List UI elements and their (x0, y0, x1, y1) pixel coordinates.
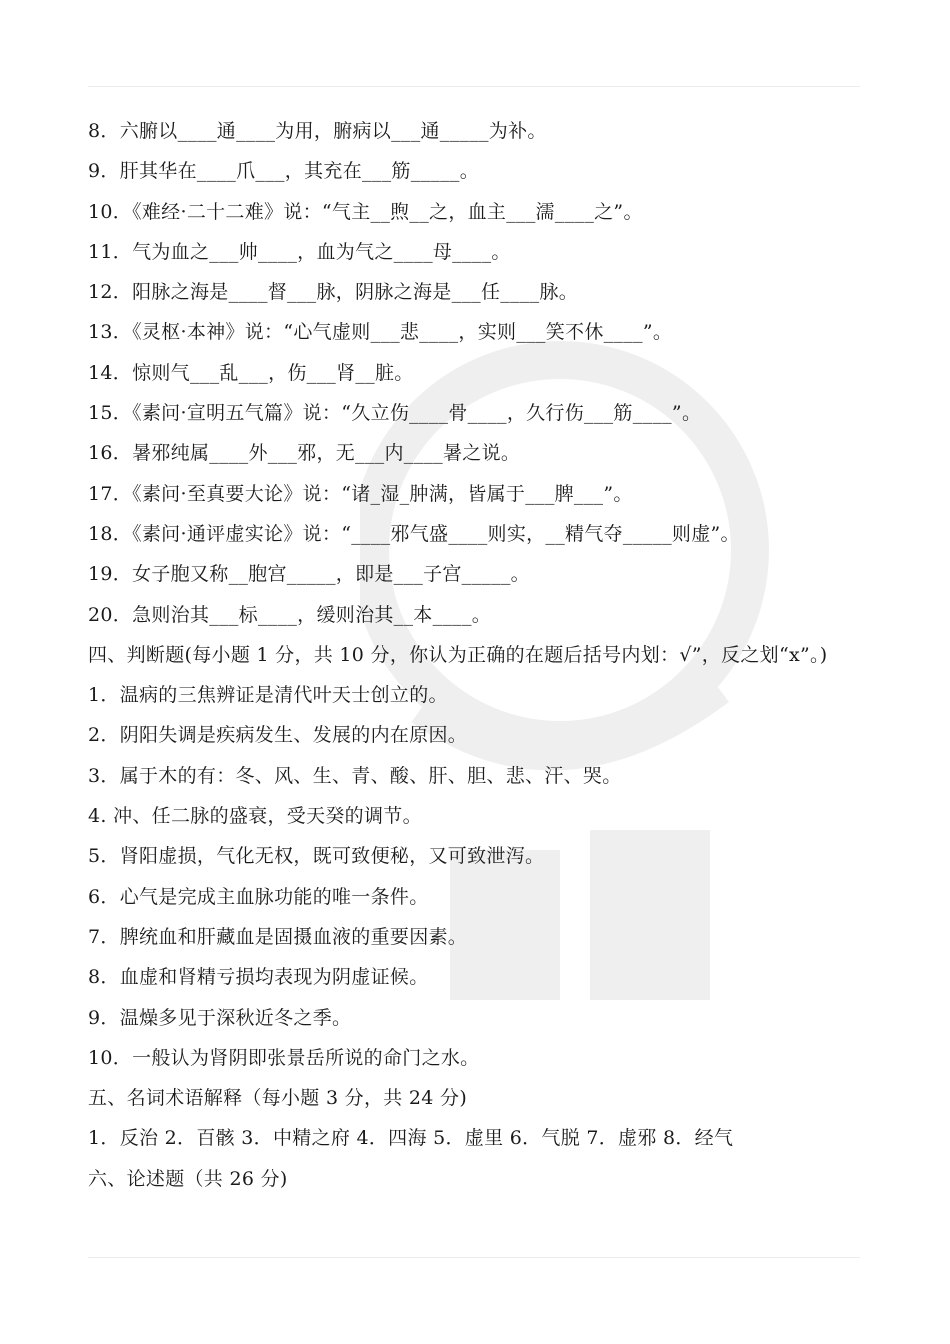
fill-blank-q20: 20．急则治其___标____，缓则治其__本____。 (88, 603, 492, 626)
header-rule (88, 86, 860, 87)
fill-blank-q15: 15．《素问·宣明五气篇》说：“久立伤____骨____，久行伤___筋____”。 (88, 402, 702, 425)
fill-blank-q14: 14．惊则气___乱___，伤___肾__脏。 (88, 361, 414, 384)
fill-blank-q19: 19．女子胞又称__胞宫_____，即是___子宫_____。 (88, 563, 530, 586)
fill-blank-q17: 17．《素问·至真要大论》说：“诸_湿_肿满，皆属于___脾___”。 (88, 482, 633, 505)
true-false-q10: 10．一般认为肾阴即张景岳所说的命门之水。 (88, 1046, 480, 1069)
section-heading-true-false: 四、判断题(每小题 1 分，共 10 分，你认为正确的在题后括号内划：√”，反之划“x”。) (88, 643, 828, 666)
true-false-q5: 5．肾阳虚损，气化无权，既可致便秘，又可致泄泻。 (88, 845, 545, 868)
fill-blank-q16: 16．暑邪纯属____外___邪，无___内____暑之说。 (88, 442, 521, 465)
true-false-q6: 6．心气是完成主血脉功能的唯一条件。 (88, 885, 429, 908)
fill-blank-q11: 11．气为血之___帅____，血为气之____母____。 (88, 240, 511, 263)
footer-rule (88, 1257, 860, 1258)
true-false-q2: 2．阴阳失调是疾病发生、发展的内在原因。 (88, 724, 468, 747)
true-false-q4: 4. 冲、任二脉的盛衰，受天癸的调节。 (88, 805, 422, 828)
fill-blank-q12: 12．阳脉之海是____督___脉，阴脉之海是___任____脉。 (88, 281, 579, 304)
exam-content (88, 113, 878, 1201)
true-false-q8: 8．血虚和肾精亏损均表现为阴虚证候。 (88, 966, 429, 989)
fill-blank-q18: 18．《素问·通评虚实论》说：“____邪气盛____则实，__精气夺_____则虚”。 (88, 522, 740, 545)
fill-blank-q8: 8．六腑以____通____为用，腑病以___通_____为补。 (88, 120, 547, 142)
true-false-q1: 1．温病的三焦辨证是清代叶天士创立的。 (88, 684, 448, 707)
fill-blank-q13: 13．《灵枢·本神》说：“心气虚则___悲____，实则___笑不休____”。 (88, 321, 673, 344)
section-heading-essay: 六、论述题（共 26 分) (88, 1167, 288, 1190)
fill-blank-q10: 10．《难经·二十二难》说：“气主__煦__之，血主___濡____之”。 (88, 200, 643, 223)
true-false-q9: 9．温燥多见于深秋近冬之季。 (88, 1006, 352, 1029)
terms-list: 1．反治 2．百骸 3．中精之府 4．四海 5．虚里 6．气脱 7．虚邪 8．经气 (88, 1127, 734, 1150)
true-false-q7: 7．脾统血和肝藏血是固摄血液的重要因素。 (88, 925, 468, 948)
true-false-q3: 3．属于木的有：冬、风、生、青、酸、肝、胆、悲、汗、哭。 (88, 764, 622, 787)
fill-blank-q9: 9．肝其华在____爪___，其充在___筋_____。 (88, 160, 479, 183)
section-heading-terms: 五、名词术语解释（每小题 3 分，共 24 分) (88, 1087, 468, 1110)
